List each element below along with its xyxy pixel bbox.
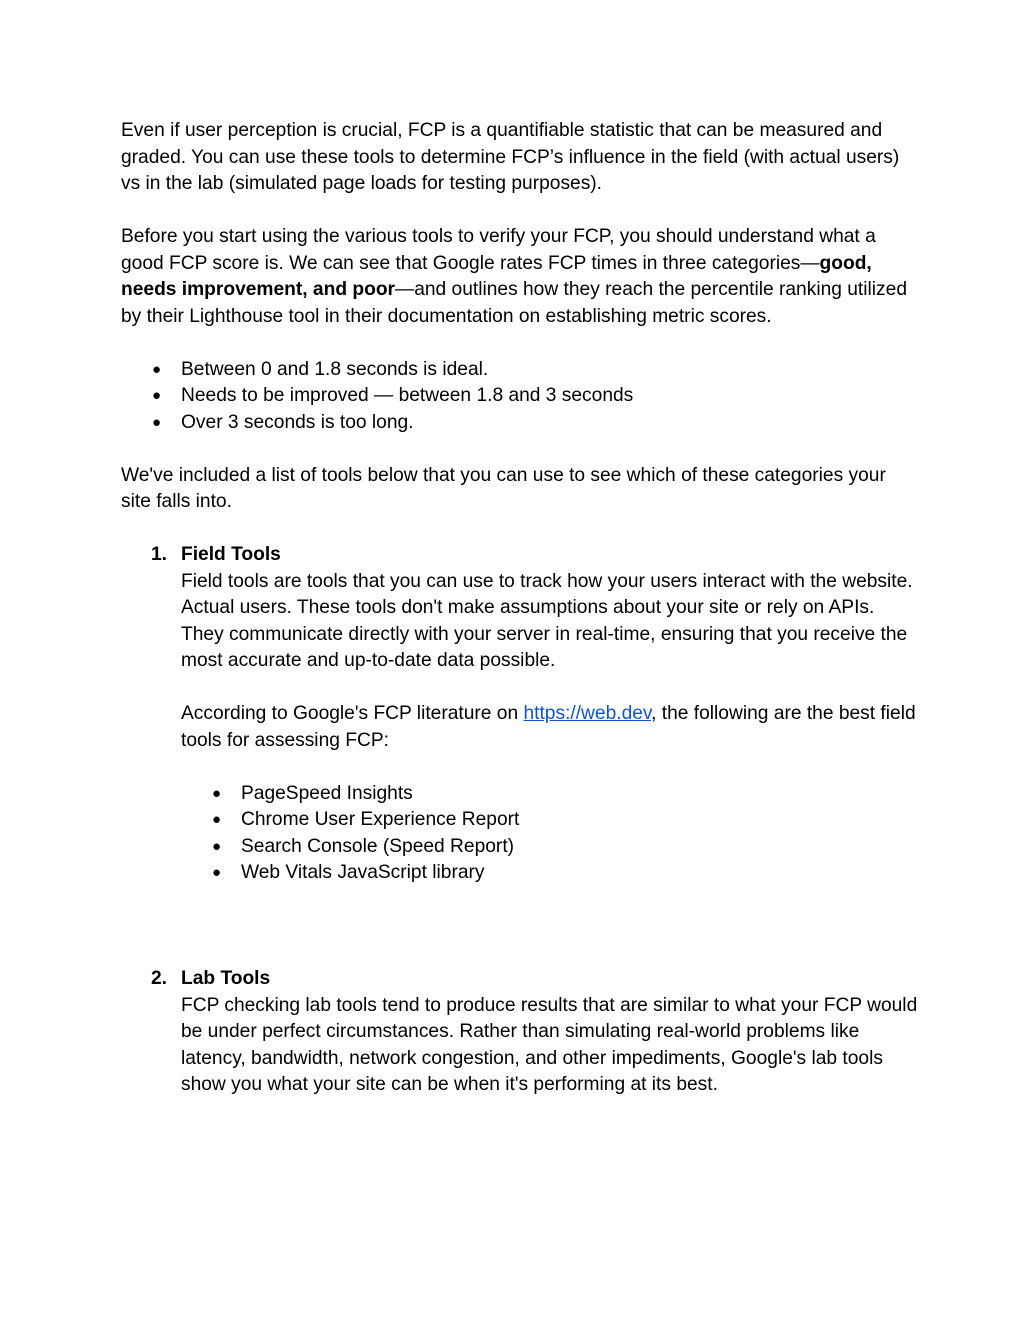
score-bullet-list [121,357,921,437]
list-item [121,410,921,437]
list-item [121,383,921,410]
field-tools-list [181,781,921,887]
bullet-icon: ● [212,864,222,881]
list-item [181,834,921,861]
spacer [121,436,921,463]
bullet-icon: ● [212,837,222,855]
score-text-before: Before you start using the various tools to verify your FCP, you should understand what a good FCP score is. We can see that Google rates FCP times in three categories— [121,226,876,274]
field-tools-according [181,701,921,754]
list-item-text: Needs to be improved — between 1.8 and 3 seconds [181,385,634,406]
spacer [121,198,921,225]
list-item [181,860,921,887]
list-item-text: Search Console (Speed Report) [241,835,515,857]
according-text-before: According to Google's FCP literature on [181,703,524,724]
spacer [121,516,921,543]
bullet-icon: ● [152,360,162,378]
list-item [121,357,921,384]
section-number: 2. [151,968,168,989]
list-item [181,781,921,808]
tools-intro-paragraph: We've included a list of tools below that you can use to see which of these categories your site falls into. [121,464,886,512]
bullet-icon: ● [212,811,222,828]
list-item-text: Web Vitals JavaScript library [241,862,485,883]
spacer [121,940,921,967]
list-item-text: Chrome User Experience Report [241,809,520,830]
list-item-text: Over 3 seconds is too long. [181,411,414,433]
list-item [181,807,921,834]
field-tools-section [121,542,921,887]
spacer [121,887,921,914]
bullet-icon: ● [212,784,222,802]
lab-tools-body: FCP checking lab tools tend to produce results that are similar to what your FCP would be under perfect circumstances. Rather than simulating real-world problems like latency, bandwidth, network congestion, and other impediments, Google's lab tools show you what your site can be when it's performing at its best. [181,994,918,1095]
score-paragraph [121,224,921,330]
lab-tools-heading: Lab Tools [181,968,271,989]
section-number: 1. [151,544,168,565]
spacer [181,754,921,781]
spacer [121,913,921,940]
bullet-icon: ● [152,413,162,431]
lab-tools-section [121,966,921,1099]
spacer [121,330,921,357]
intro-paragraph: Even if user perception is crucial, FCP is a quantifiable statistic that can be measured and graded. You can use these tools to determine FCP’s influence in the field (with actual users) vs in the lab (simulated page loads for testing purposes). [121,120,900,194]
list-item-text: Between 0 and 1.8 seconds is ideal. [181,358,489,380]
field-tools-heading: Field Tools [181,544,281,565]
document-page [121,118,921,1099]
web-dev-link[interactable]: https://web.dev [523,703,652,724]
bullet-icon: ● [152,387,162,404]
score-categories-bold: good, needs improvement, and poor [121,252,872,300]
score-text-after: —and outlines how they reach the percentile ranking utilized by their Lighthouse tool in their documentation on establishing metric scores. [121,279,907,327]
according-text-after: , the following are the best field tools for assessing FCP: [181,703,916,751]
spacer [181,675,921,702]
field-tools-body: Field tools are tools that you can use to track how your users interact with the website. Actual users. These tools don't make assumptions about your site or rely on APIs. They communicate directly with your server in real-time, ensuring that you receive the most accurate and up-to-date data possible. [181,570,913,671]
list-item-text: PageSpeed Insights [241,782,413,804]
